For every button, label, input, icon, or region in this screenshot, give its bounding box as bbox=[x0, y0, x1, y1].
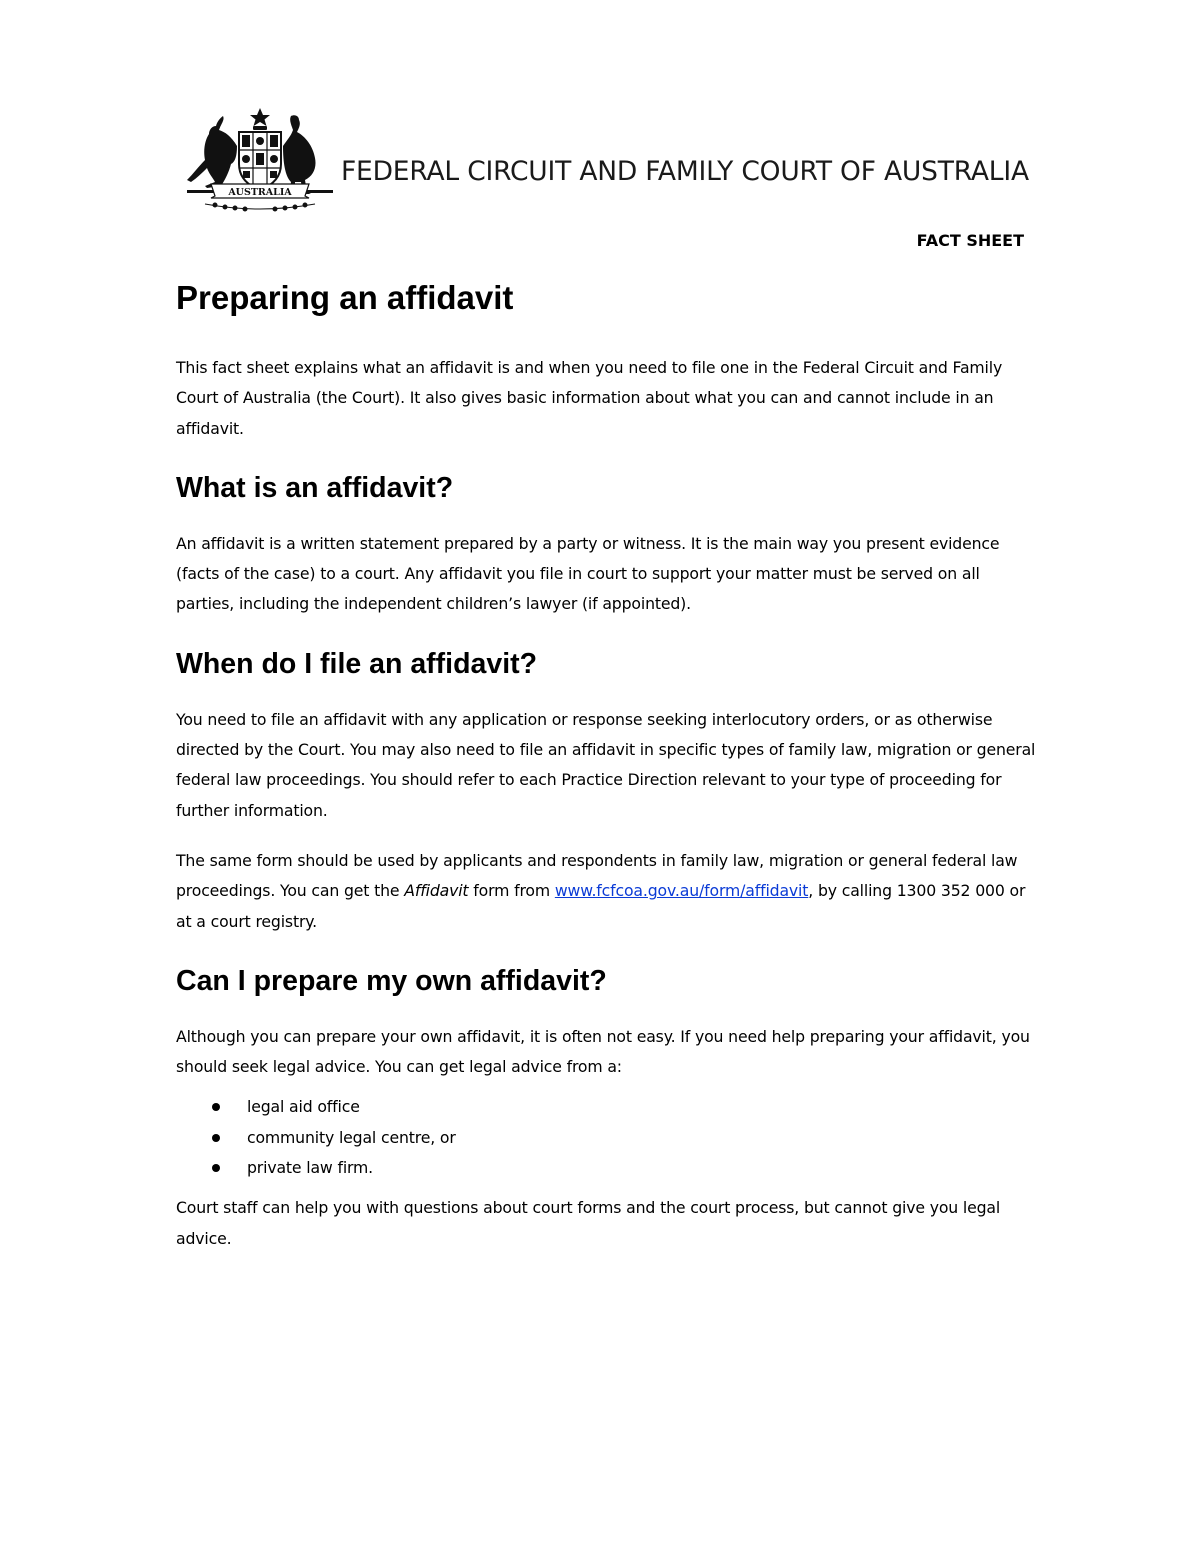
section-heading-what: What is an affidavit? bbox=[176, 471, 454, 504]
paragraph-text: form from bbox=[468, 881, 555, 901]
document-body bbox=[176, 276, 1036, 1254]
legal-advice-list bbox=[176, 1092, 1036, 1183]
list-item bbox=[176, 1153, 1036, 1183]
list-item bbox=[176, 1092, 1036, 1122]
document-header bbox=[185, 106, 1029, 216]
list-item bbox=[176, 1123, 1036, 1153]
crest-scroll-text: AUSTRALIA bbox=[228, 187, 292, 198]
intro-paragraph: This fact sheet explains what an affidavit is and when you need to file one in the Federal Circuit and Family Court of Australia (the Court). It also gives basic information about what you can and cannot include in an affidavit. bbox=[176, 358, 1003, 438]
section-own-paragraph: Although you can prepare your own affidavit, it is often not easy. If you need help preparing your affidavit, you should seek legal advice. You can get legal advice from a: bbox=[176, 1026, 1030, 1077]
court-name: FEDERAL CIRCUIT AND FAMILY COURT OF AUSTRALIA bbox=[341, 156, 1029, 187]
section-heading-own: Can I prepare my own affidavit? bbox=[176, 964, 607, 997]
page-title: Preparing an affidavit bbox=[176, 279, 514, 316]
affidavit-form-link[interactable]: www.fcfcoa.gov.au/form/affidavit bbox=[554, 881, 809, 901]
document-type-label: FACT SHEET bbox=[916, 231, 1024, 250]
bullet-icon bbox=[212, 1134, 220, 1142]
section-when-paragraph-2 bbox=[176, 846, 1036, 937]
list-item-text: private law firm. bbox=[247, 1158, 374, 1178]
section-heading-when: When do I file an affidavit? bbox=[176, 647, 538, 680]
bullet-icon bbox=[212, 1164, 220, 1172]
coat-of-arms-logo bbox=[185, 106, 335, 212]
section-when-paragraph-1: You need to file an affidavit with any application or response seeking interlocutory orders, or as otherwise directed by the Court. You may also need to file an affidavit in specific types of family law, migration or general federal law proceedings. You should refer to each Practice Direction relevant to your type of proceeding for further information. bbox=[176, 709, 1036, 820]
bullet-icon bbox=[212, 1103, 220, 1111]
paragraph-text: , by calling 1300 352 000 or at a court registry. bbox=[176, 881, 1026, 931]
paragraph-text: The same form should be used by applicants and respondents in family law, migration or general federal law proceedings. You can get the bbox=[176, 850, 1018, 901]
list-item-text: community legal centre, or bbox=[247, 1127, 456, 1147]
closing-paragraph: Court staff can help you with questions about court forms and the court process, but cannot give you legal advice. bbox=[176, 1198, 1001, 1248]
form-name: Affidavit bbox=[404, 881, 469, 901]
list-item-text: legal aid office bbox=[247, 1097, 360, 1117]
section-what-paragraph: An affidavit is a written statement prepared by a party or witness. It is the main way you present evidence (facts of the case) to a court. Any affidavit you file in court to support your matter must be served on all parties, including the independent children’s lawyer (if appointed). bbox=[176, 533, 1000, 614]
